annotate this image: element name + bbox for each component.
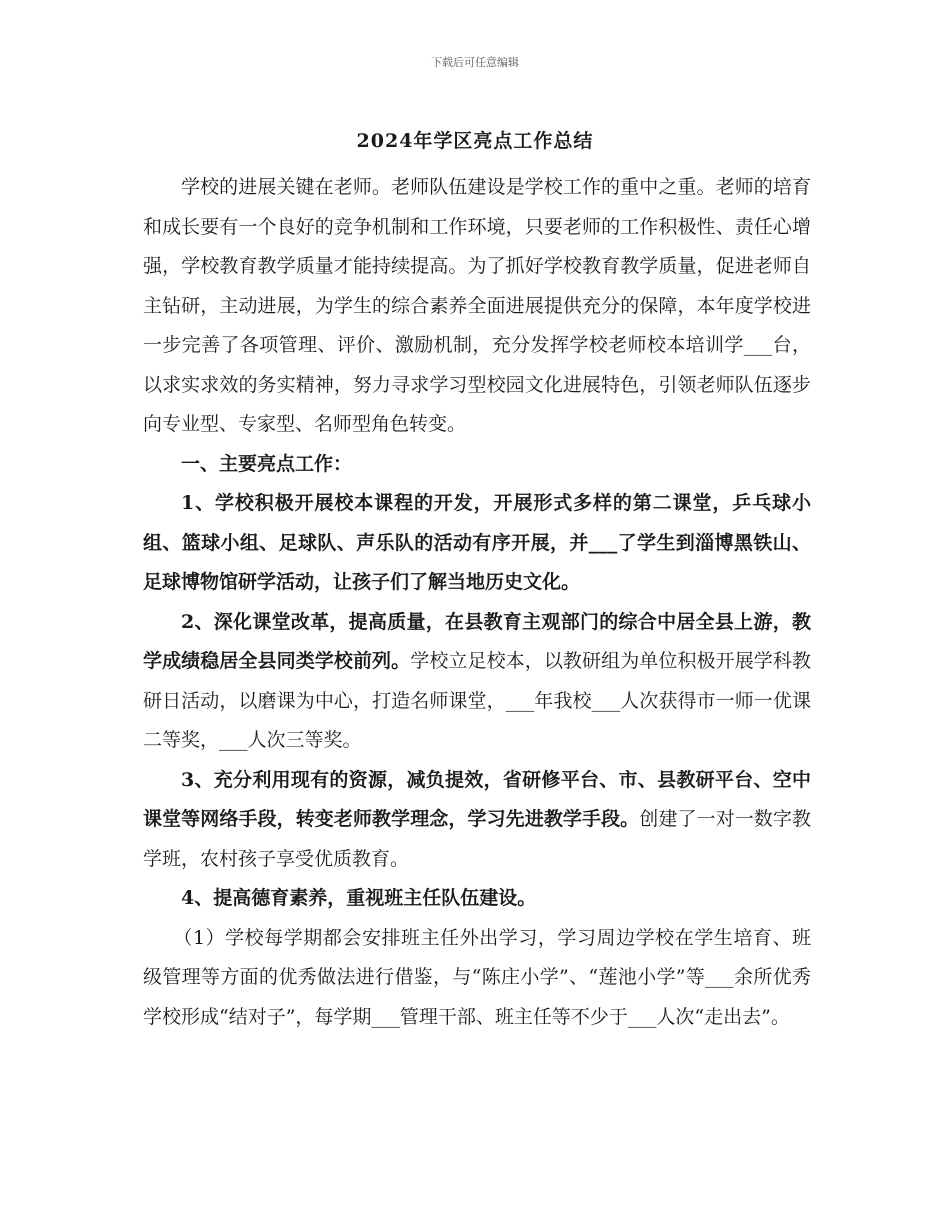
highlight-item-2 bbox=[143, 603, 811, 761]
highlight-item-1: 1、学校积极开展校本课程的开发，开展形式多样的第二课堂，乒乓球小组、篮球小组、足球队、声乐队的活动有序开展，并___了学生到淄博黑铁山、足球博物馆研学活动，让孩子们了解当地历史文化。 bbox=[143, 492, 811, 593]
intro-paragraph: 学校的进展关键在老师。老师队伍建设是学校工作的重中之重。老师的培育和成长要有一个良好的竞争机制和工作环境，只要老师的工作积极性、责任心增强，学校教育教学质量才能持续提高。为了抓好学校教育教学质量，促进老师自主钻研，主动进展，为学生的综合素养全面进展提供充分的保障，本年度学校进一步完善了各项管理、评价、激励机制，充分发挥学校老师校本培训学___台，以求实求效的务实精神，努力寻求学习型校园文化进展特色，引领老师队伍逐步向专业型、专家型、名师型角色转变。 bbox=[143, 176, 811, 435]
document-body bbox=[143, 168, 811, 1037]
highlight-item-3-detail: 创建了一对一数字教学班，农村孩子享受优质教育。 bbox=[143, 808, 811, 870]
highlight-item-3-lead: 3、充分利用现有的资源，减负提效，省研修平台、市、县教研平台、空中课堂等网络手段，转变老师教学理念，学习先进教学手段。 bbox=[143, 768, 811, 830]
page-header-note: 下载后可任意编辑 bbox=[431, 56, 519, 69]
highlight-item-4: 4、提高德育素养，重视班主任队伍建设。 bbox=[181, 887, 537, 909]
highlight-item-4-sub-1: （1）学校每学期都会安排班主任外出学习，学习周边学校在学生培育、班级管理等方面的优秀做法进行借鉴，与“陈庄小学”、“莲池小学”等___余所优秀学校形成“结对子”，每学期___管理干部、班主任等不少于___人次“走出去”。 bbox=[143, 926, 811, 1028]
highlight-item-2-lead: 2、深化课堂改革，提高质量，在县教育主观部门的综合中居全县上游，教学成绩稳居全县同类学校前列。 bbox=[143, 610, 811, 672]
highlight-item-3 bbox=[143, 761, 811, 880]
document-title: 2024年学区亮点工作总结 bbox=[356, 130, 594, 152]
highlight-item-2-detail: 学校立足校本，以教研组为单位积极开展学科教研日活动，以磨课为中心，打造名师课堂，___年我校___人次获得市一师一优课二等奖，___人次三等奖。 bbox=[143, 650, 811, 751]
section-heading-highlights: 一、主要亮点工作： bbox=[181, 452, 353, 475]
